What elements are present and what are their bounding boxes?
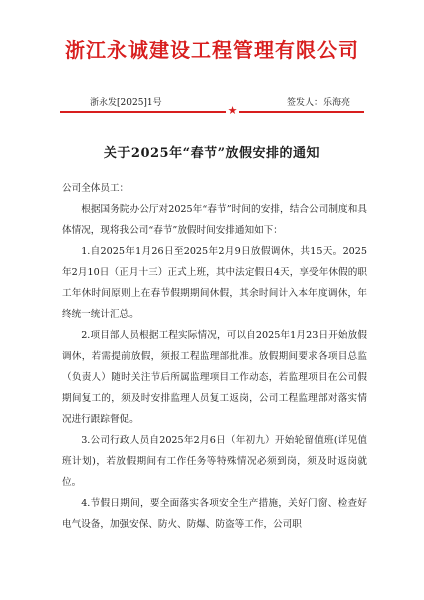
company-name: 浙江永诚建设工程管理有限公司 [65, 38, 359, 62]
paragraph-intro: 根据国务院办公厅对2025年“春节”时间的安排，结合公司制度和具体情况，现将我公司“春节”放假时间安排通知如下： [62, 204, 367, 236]
document-number: 浙永发[2025]1号 [90, 98, 162, 108]
salutation: 公司全体员工： [62, 183, 130, 194]
paragraph-item-4: 4.节假日期间，要全面落实各项安全生产措施，关好门窗、检查好电气设备，加强安保、防火、防爆、防盗等工作，公司职 [62, 498, 367, 530]
paragraph-item-1: 1.自2025年1月26日至2025年2月9日放假调休，共15天。2025年2月10日（正月十三）正式上班，其中法定假日4天，享受年休假的职工年休时间原则上在春节假期期间休假，其余时间计入本年度调休，年终统一统计汇总。 [62, 246, 367, 320]
red-divider-right [239, 111, 364, 113]
document-body [62, 178, 367, 535]
document-meta [90, 95, 350, 108]
issuer: 签发人：乐海亮 [286, 98, 350, 108]
paragraph-item-2: 2.项目部人员根据工程实际情况，可以自2025年1月23日开始放假调休，若需提前放假，须报工程监理部批准。放假期间要求各项目总监（负责人）随时关注节后所属监理项目工作动态，若监理项目在公司假期间复工的，须及时安排监理人员复工返岗，公司工程监理部对落实情况进行跟踪督促。 [62, 330, 367, 425]
paragraph-item-3: 3.公司行政人员自2025年2月6日（年初九）开始轮留值班(详见值班计划)，若放假期间有工作任务等特殊情况必须到岗，须及时返岗就位。 [62, 435, 367, 488]
document-title: 关于2025年“春节”放假安排的通知 [103, 146, 321, 161]
star-icon: ★ [227, 104, 238, 117]
red-divider-left [60, 111, 226, 113]
